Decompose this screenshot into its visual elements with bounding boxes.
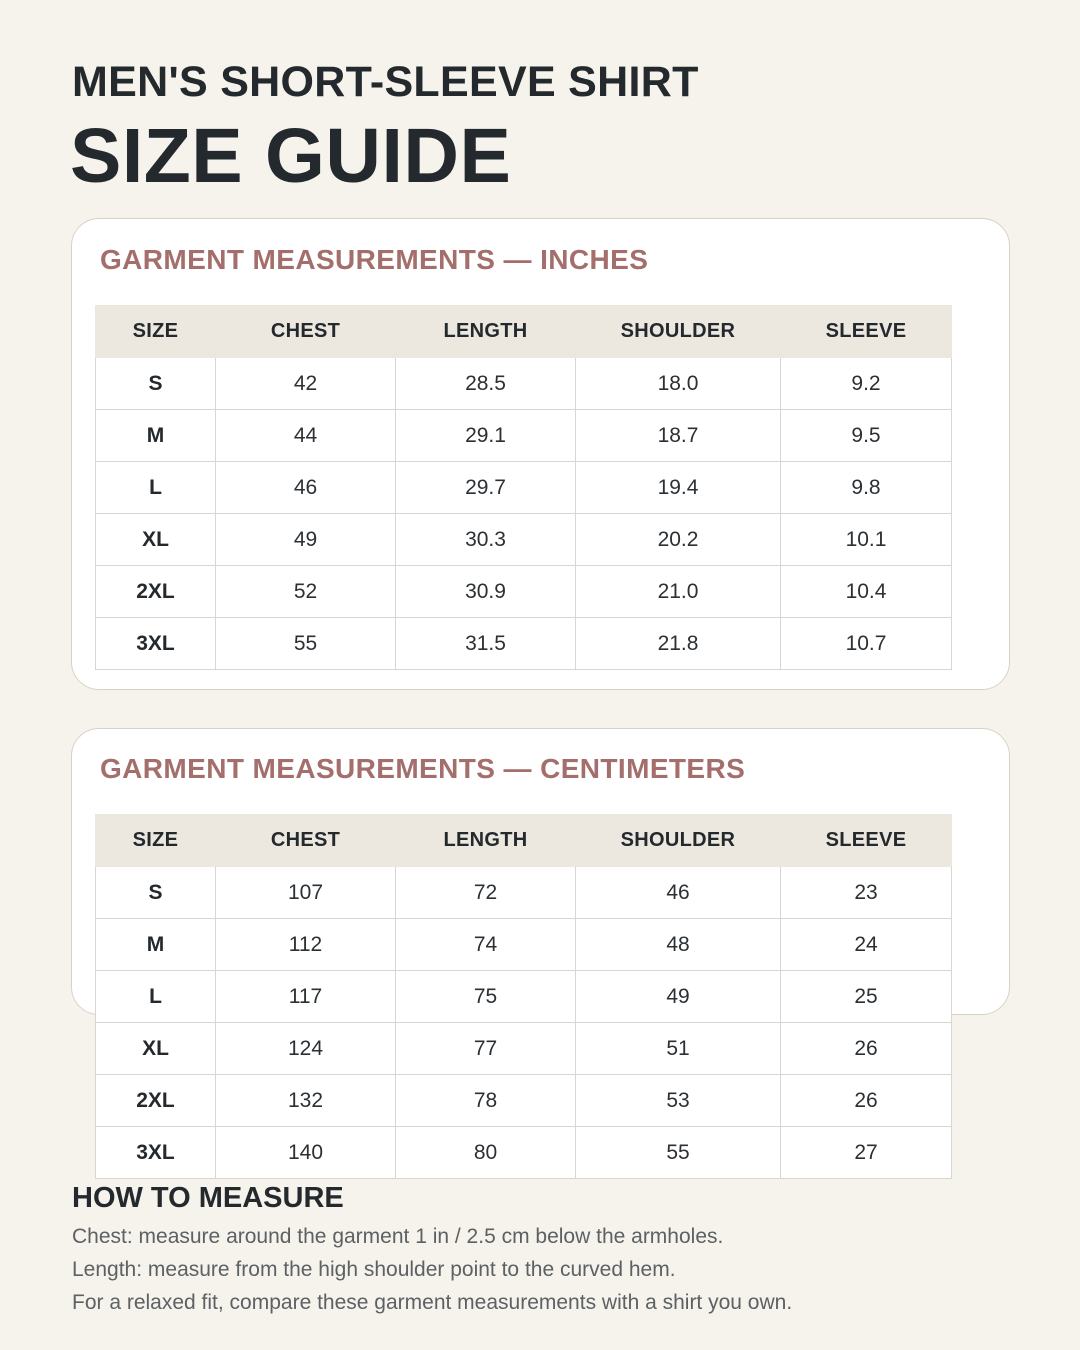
page-subtitle: MEN'S SHORT-SLEEVE SHIRT — [72, 58, 699, 106]
length-cell: 78 — [396, 1075, 576, 1127]
table-row — [96, 867, 952, 919]
chest-cell: 46 — [216, 462, 396, 514]
sleeve-cell: 10.4 — [781, 566, 952, 618]
column-header-size: SIZE — [96, 815, 216, 867]
chest-cell: 55 — [216, 618, 396, 670]
inches-size-table — [95, 305, 952, 670]
size-cell: S — [96, 867, 216, 919]
sleeve-cell: 9.8 — [781, 462, 952, 514]
column-header-shoulder: SHOULDER — [576, 306, 781, 358]
table-row — [96, 462, 952, 514]
sleeve-cell: 25 — [781, 971, 952, 1023]
chest-cell: 132 — [216, 1075, 396, 1127]
chest-cell: 52 — [216, 566, 396, 618]
size-cell: L — [96, 462, 216, 514]
size-cell: M — [96, 919, 216, 971]
table-row — [96, 410, 952, 462]
size-cell: L — [96, 971, 216, 1023]
table-row — [96, 566, 952, 618]
column-header-shoulder: SHOULDER — [576, 815, 781, 867]
sleeve-cell: 26 — [781, 1023, 952, 1075]
shoulder-cell: 55 — [576, 1127, 781, 1179]
sleeve-cell: 9.2 — [781, 358, 952, 410]
shoulder-cell: 51 — [576, 1023, 781, 1075]
shoulder-cell: 20.2 — [576, 514, 781, 566]
sleeve-cell: 24 — [781, 919, 952, 971]
centimeters-section-title: GARMENT MEASUREMENTS — CENTIMETERS — [100, 753, 746, 784]
size-cell: XL — [96, 1023, 216, 1075]
shoulder-cell: 21.0 — [576, 566, 781, 618]
shoulder-cell: 48 — [576, 919, 781, 971]
shoulder-cell: 19.4 — [576, 462, 781, 514]
shoulder-cell: 49 — [576, 971, 781, 1023]
size-cell: 2XL — [96, 1075, 216, 1127]
length-cell: 72 — [396, 867, 576, 919]
chest-cell: 140 — [216, 1127, 396, 1179]
length-cell: 29.7 — [396, 462, 576, 514]
size-cell: 3XL — [96, 618, 216, 670]
column-header-size: SIZE — [96, 306, 216, 358]
size-cell: 3XL — [96, 1127, 216, 1179]
table-row — [96, 1023, 952, 1075]
centimeters-size-table — [95, 814, 952, 1179]
shoulder-cell: 46 — [576, 867, 781, 919]
length-cell: 75 — [396, 971, 576, 1023]
size-cell: M — [96, 410, 216, 462]
table-row — [96, 514, 952, 566]
shoulder-cell: 18.0 — [576, 358, 781, 410]
shoulder-cell: 21.8 — [576, 618, 781, 670]
chest-cell: 107 — [216, 867, 396, 919]
column-header-length: LENGTH — [396, 815, 576, 867]
table-row — [96, 919, 952, 971]
chest-cell: 112 — [216, 919, 396, 971]
table-row — [96, 618, 952, 670]
column-header-sleeve: SLEEVE — [781, 815, 952, 867]
length-cell: 31.5 — [396, 618, 576, 670]
column-header-chest: CHEST — [216, 815, 396, 867]
table-header-row — [96, 306, 952, 358]
how-to-measure-chest: Chest: measure around the garment 1 in / 2.5 cm below the armholes. — [72, 1225, 724, 1248]
shoulder-cell: 18.7 — [576, 410, 781, 462]
length-cell: 77 — [396, 1023, 576, 1075]
how-to-measure-length: Length: measure from the high shoulder point to the curved hem. — [72, 1258, 676, 1281]
size-cell: XL — [96, 514, 216, 566]
chest-cell: 124 — [216, 1023, 396, 1075]
column-header-chest: CHEST — [216, 306, 396, 358]
column-header-sleeve: SLEEVE — [781, 306, 952, 358]
how-to-measure-fit-tip: For a relaxed fit, compare these garment measurements with a shirt you own. — [72, 1291, 793, 1314]
table-row — [96, 358, 952, 410]
sleeve-cell: 10.7 — [781, 618, 952, 670]
page-title: SIZE GUIDE — [70, 113, 512, 199]
length-cell: 74 — [396, 919, 576, 971]
sleeve-cell: 26 — [781, 1075, 952, 1127]
length-cell: 30.3 — [396, 514, 576, 566]
sleeve-cell: 10.1 — [781, 514, 952, 566]
size-cell: S — [96, 358, 216, 410]
chest-cell: 42 — [216, 358, 396, 410]
table-header-row — [96, 815, 952, 867]
table-row — [96, 971, 952, 1023]
sleeve-cell: 23 — [781, 867, 952, 919]
table-row — [96, 1127, 952, 1179]
how-to-measure-title: HOW TO MEASURE — [72, 1182, 344, 1214]
size-cell: 2XL — [96, 566, 216, 618]
chest-cell: 44 — [216, 410, 396, 462]
length-cell: 28.5 — [396, 358, 576, 410]
inches-section-title: GARMENT MEASUREMENTS — INCHES — [100, 244, 649, 275]
table-row — [96, 1075, 952, 1127]
length-cell: 29.1 — [396, 410, 576, 462]
sleeve-cell: 27 — [781, 1127, 952, 1179]
length-cell: 30.9 — [396, 566, 576, 618]
sleeve-cell: 9.5 — [781, 410, 952, 462]
chest-cell: 49 — [216, 514, 396, 566]
shoulder-cell: 53 — [576, 1075, 781, 1127]
length-cell: 80 — [396, 1127, 576, 1179]
chest-cell: 117 — [216, 971, 396, 1023]
column-header-length: LENGTH — [396, 306, 576, 358]
